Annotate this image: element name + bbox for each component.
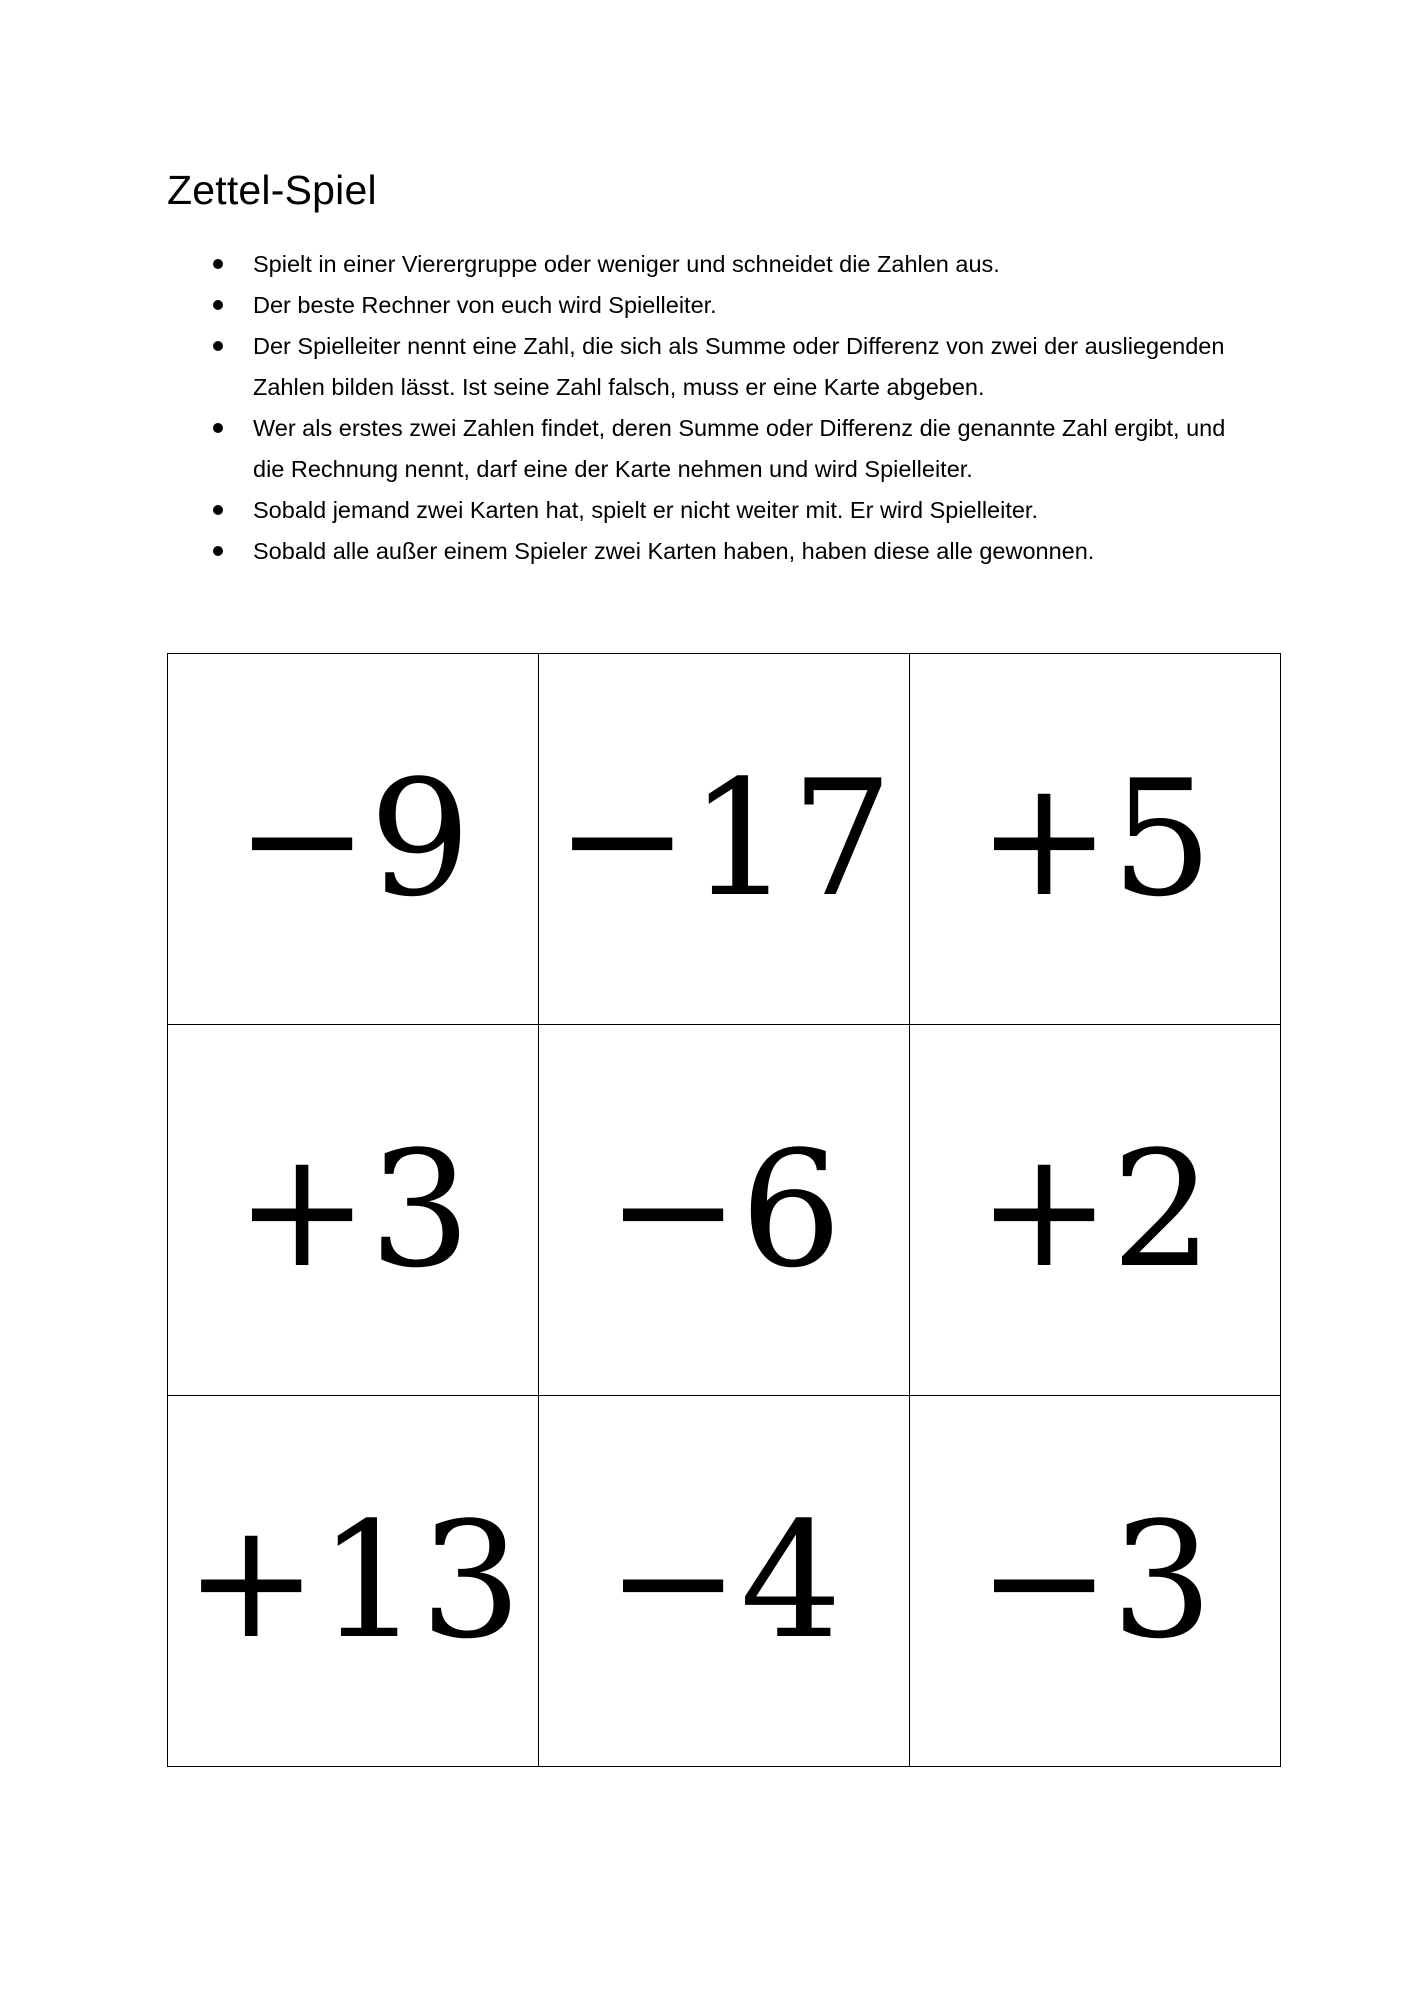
rule-text: Der Spielleiter nennt eine Zahl, die sich als Summe oder Differenz von zwei der ausliegenden Zahlen bilden lässt. Ist seine Zahl falsch, muss er eine Karte abgeben.	[253, 333, 1225, 400]
number-card: −9	[168, 654, 539, 1025]
number-card: −17	[539, 654, 910, 1025]
rule-item	[253, 244, 1253, 285]
bullet-icon	[213, 341, 223, 351]
rule-text: Der beste Rechner von euch wird Spielleiter.	[253, 292, 717, 318]
card-row	[168, 1025, 1281, 1396]
bullet-icon	[213, 300, 223, 310]
rule-text: Spielt in einer Vierergruppe oder weniger und schneidet die Zahlen aus.	[253, 251, 1000, 277]
card-row	[168, 1396, 1281, 1767]
rule-item	[253, 285, 1253, 326]
number-card: −4	[539, 1396, 910, 1767]
number-card: −3	[910, 1396, 1281, 1767]
page-title: Zettel-Spiel	[167, 167, 377, 213]
number-card: +2	[910, 1025, 1281, 1396]
card-grid	[167, 653, 1281, 1767]
rules-list	[253, 244, 1253, 572]
rule-item	[253, 531, 1253, 572]
bullet-icon	[213, 423, 223, 433]
rule-item	[253, 408, 1253, 490]
number-card: +3	[168, 1025, 539, 1396]
number-card: +13	[168, 1396, 539, 1767]
number-card: +5	[910, 654, 1281, 1025]
bullet-icon	[213, 505, 223, 515]
rule-item	[253, 326, 1253, 408]
rule-text: Sobald alle außer einem Spieler zwei Karten haben, haben diese alle gewonnen.	[253, 538, 1095, 564]
number-card: −6	[539, 1025, 910, 1396]
rule-text: Sobald jemand zwei Karten hat, spielt er nicht weiter mit. Er wird Spielleiter.	[253, 497, 1038, 523]
bullet-icon	[213, 546, 223, 556]
bullet-icon	[213, 259, 223, 269]
card-row	[168, 654, 1281, 1025]
rule-text: Wer als erstes zwei Zahlen findet, deren Summe oder Differenz die genannte Zahl ergibt, und die Rechnung nennt, darf eine der Karte nehmen und wird Spielleiter.	[253, 415, 1226, 482]
rule-item	[253, 490, 1253, 531]
